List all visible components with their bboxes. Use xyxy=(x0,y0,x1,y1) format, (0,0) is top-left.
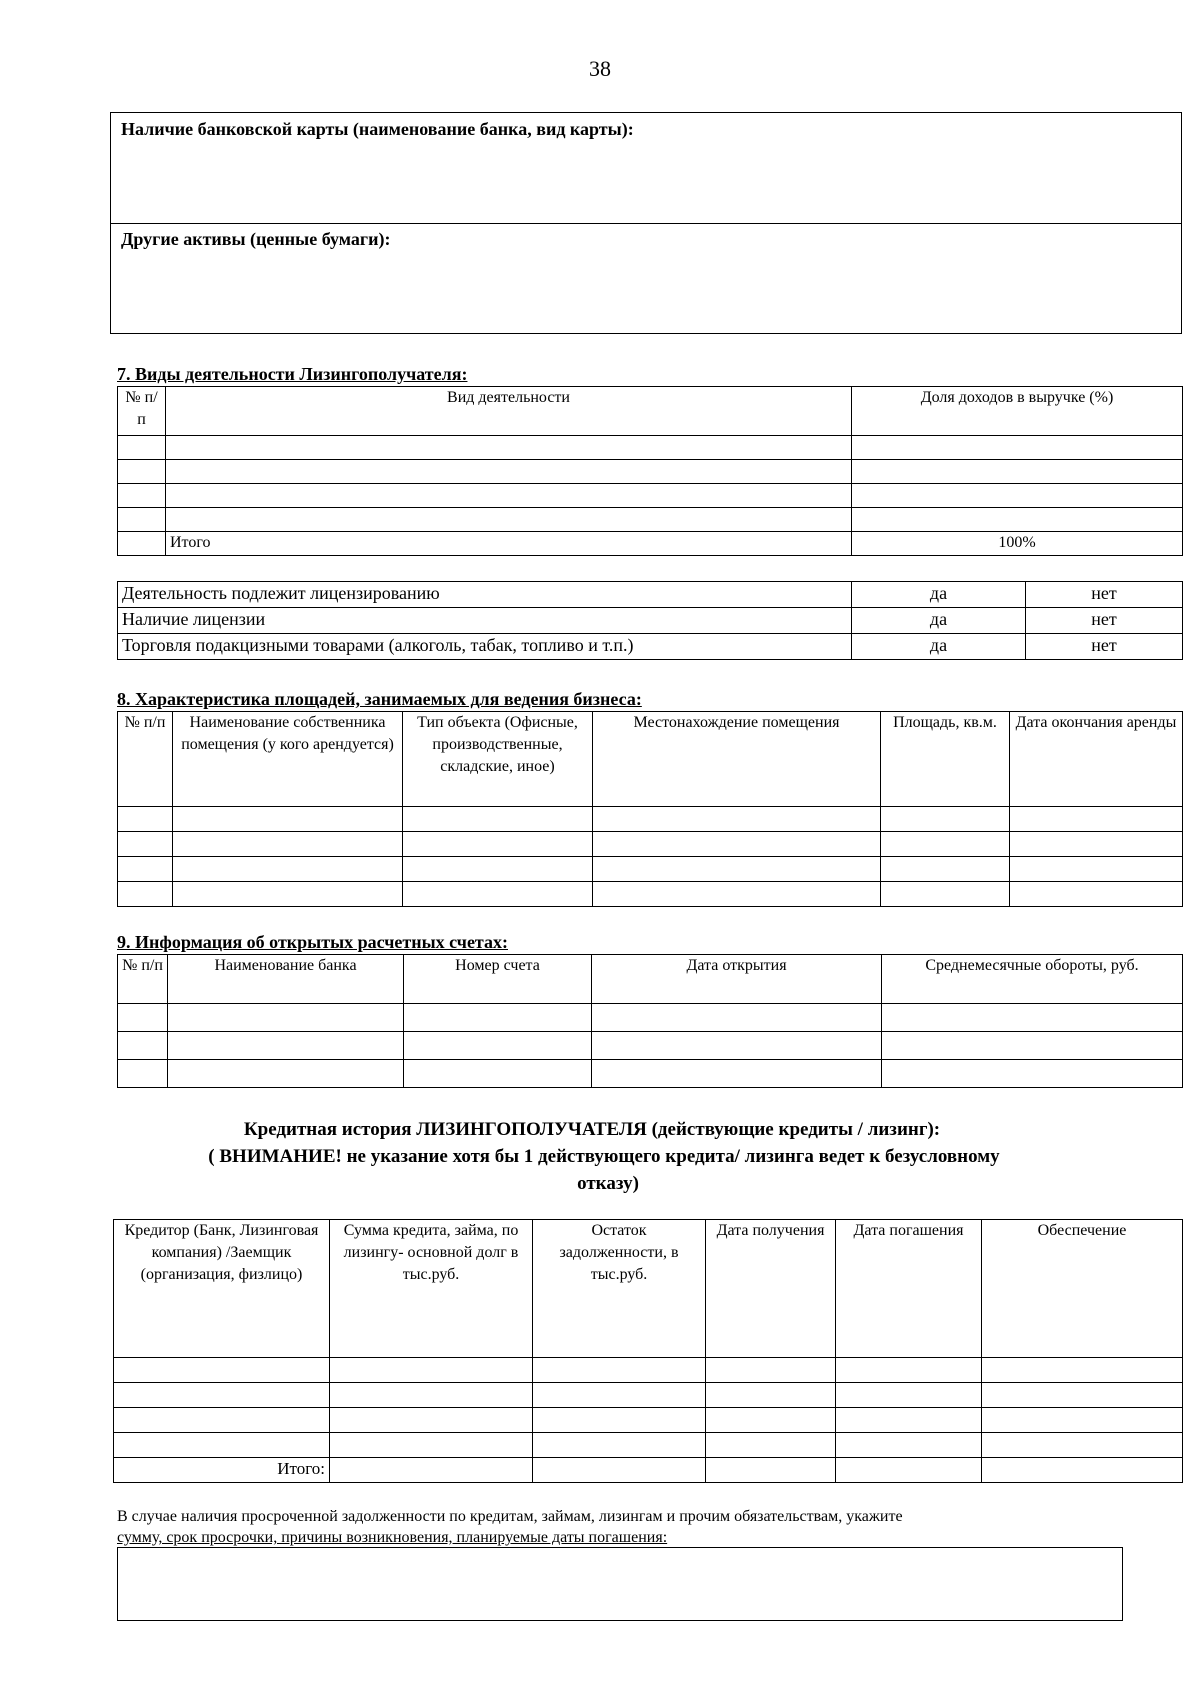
activities-table xyxy=(117,386,1183,556)
credit-header-creditor: Кредитор (Банк, Лизинговая компания) /Заемщик (организация, физлицо) xyxy=(114,1220,330,1358)
premises-header-area: Площадь, кв.м. xyxy=(881,712,1010,807)
excise-trade-no[interactable]: нет xyxy=(1026,634,1183,660)
credit-header-amount: Сумма кредита, займа, по лизингу- основной долг в тыс.руб. xyxy=(330,1220,533,1358)
bank-card-label: Наличие банковской карты (наименование банка, вид карты): xyxy=(121,119,634,139)
premises-table xyxy=(117,711,1183,907)
overdue-text-line1: В случае наличия просроченной задолженности по кредитам, займам, лизингам и прочим обязательствам, укажите xyxy=(117,1508,903,1525)
activities-header-number: № п/п xyxy=(118,387,166,436)
table-row xyxy=(118,882,1183,907)
accounts-header-bank: Наименование банка xyxy=(168,955,404,1004)
activities-header-activity: Вид деятельности xyxy=(166,387,852,436)
licensing-table xyxy=(117,581,1183,660)
other-assets-label: Другие активы (ценные бумаги): xyxy=(121,229,391,249)
license-required-no[interactable]: нет xyxy=(1026,582,1183,608)
excise-trade-yes[interactable]: да xyxy=(852,634,1026,660)
table-row xyxy=(118,460,1183,484)
activities-total-label: Итого xyxy=(166,532,852,556)
table-row xyxy=(114,1358,1183,1383)
credit-header-repaid: Дата погашения xyxy=(836,1220,982,1358)
accounts-table xyxy=(117,954,1183,1088)
table-row xyxy=(114,1408,1183,1433)
assets-divider xyxy=(111,223,1181,224)
table-row xyxy=(118,508,1183,532)
page-number: 38 xyxy=(589,56,611,81)
table-row xyxy=(118,857,1183,882)
credit-table xyxy=(113,1219,1183,1483)
table-row xyxy=(114,1383,1183,1408)
overdue-input-box[interactable] xyxy=(117,1547,1123,1621)
section9-title: 9. Информация об открытых расчетных счетах: xyxy=(117,932,508,952)
premises-header-lease-end: Дата окончания аренды xyxy=(1010,712,1183,807)
table-row xyxy=(118,832,1183,857)
accounts-header-turnover: Среднемесячные обороты, руб. xyxy=(882,955,1183,1004)
table-row xyxy=(114,1433,1183,1458)
license-present-label: Наличие лицензии xyxy=(118,608,852,634)
activities-total-value: 100% xyxy=(852,532,1183,556)
credit-title: Кредитная история ЛИЗИНГОПОЛУЧАТЕЛЯ (действующие кредиты / лизинг): xyxy=(243,1119,941,1140)
table-row xyxy=(118,1060,1183,1088)
premises-header-number: № п/п xyxy=(118,712,173,807)
assets-box xyxy=(110,112,1182,334)
table-row xyxy=(118,436,1183,460)
premises-header-owner: Наименование собственника помещения (у кого арендуется) xyxy=(173,712,403,807)
accounts-header-account: Номер счета xyxy=(404,955,592,1004)
license-present-yes[interactable]: да xyxy=(852,608,1026,634)
overdue-text-line2: сумму, срок просрочки, причины возникновения, планируемые даты погашения: xyxy=(117,1529,668,1546)
credit-warning-line1: ( ВНИМАНИЕ! не указание хотя бы 1 действующего кредита/ лизинга ведет к безусловному xyxy=(208,1146,1000,1167)
license-required-yes[interactable]: да xyxy=(852,582,1026,608)
table-row xyxy=(118,807,1183,832)
credit-header-collateral: Обеспечение xyxy=(982,1220,1183,1358)
premises-header-type: Тип объекта (Офисные, производственные, складские, иное) xyxy=(403,712,593,807)
credit-warning-line2: отказу) xyxy=(577,1173,639,1194)
section8-title: 8. Характеристика площадей, занимаемых для ведения бизнеса: xyxy=(117,689,642,709)
excise-trade-label: Торговля подакцизными товарами (алкоголь, табак, топливо и т.п.) xyxy=(118,634,852,660)
table-row xyxy=(118,1032,1183,1060)
activities-header-share: Доля доходов в выручке (%) xyxy=(852,387,1183,436)
table-row xyxy=(118,1004,1183,1032)
license-present-no[interactable]: нет xyxy=(1026,608,1183,634)
accounts-header-number: № п/п xyxy=(118,955,168,1004)
credit-total-label: Итого: xyxy=(114,1458,330,1483)
premises-header-location: Местонахождение помещения xyxy=(593,712,881,807)
accounts-header-opened: Дата открытия xyxy=(592,955,882,1004)
license-required-label: Деятельность подлежит лицензированию xyxy=(118,582,852,608)
credit-header-received: Дата получения xyxy=(706,1220,836,1358)
section7-title: 7. Виды деятельности Лизингополучателя: xyxy=(117,364,468,384)
credit-header-balance: Остаток задолженности, в тыс.руб. xyxy=(533,1220,706,1358)
table-row xyxy=(118,484,1183,508)
